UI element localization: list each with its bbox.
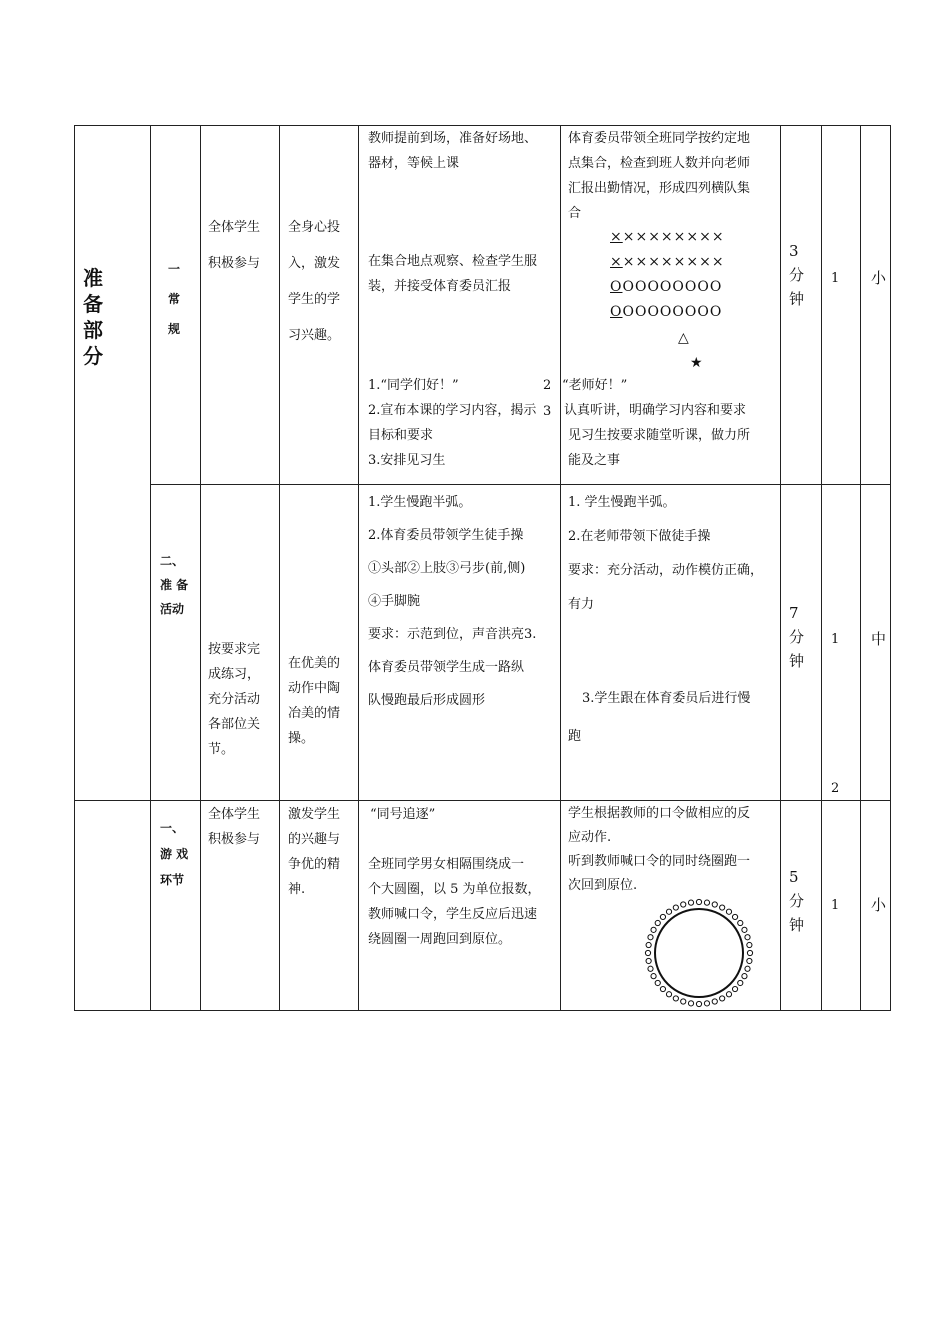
student-dot [745, 935, 750, 940]
row2-time [789, 601, 804, 673]
col-line-2 [200, 125, 201, 1011]
student-dot [712, 999, 717, 1004]
student-line: “老师好！” [562, 378, 628, 393]
student-dot [720, 905, 725, 910]
student-dot [651, 927, 656, 932]
section-title-char: 部 [83, 318, 103, 342]
student-line: 跑 [568, 729, 582, 744]
part-line: 常 [168, 292, 181, 306]
row3-count: 1 [831, 898, 840, 913]
section-title-char: 准 [83, 266, 103, 290]
col-line-4 [358, 125, 359, 1011]
student-dot [688, 900, 693, 905]
lesson-plan-table [74, 125, 891, 1011]
student-line: 2.在老师带领下做徒手操 [568, 529, 711, 544]
stray-number: 2 [543, 378, 552, 393]
student-dot [720, 996, 725, 1001]
student-dot [726, 909, 731, 914]
students-line: 积极参与 [208, 256, 261, 271]
star-icon: ★ [690, 355, 704, 371]
goal-line: 操。 [288, 731, 315, 746]
row2-students [208, 637, 260, 762]
row-divider-2 [74, 800, 891, 801]
inner-circle [655, 909, 743, 997]
row3-teacher [368, 852, 541, 952]
student-line: 听到教师喊口令的同时绕圈跑一 [568, 854, 751, 869]
student-line: 次回到原位. [568, 878, 638, 893]
student-line: 学生根据教师的口令做相应的反 [568, 806, 751, 821]
formation-mark: O [610, 304, 623, 320]
student-line: 体育委员带领全班同学按约定地 [568, 131, 751, 146]
student-line: 要求：充分活动，动作模仿正确， [568, 563, 764, 578]
time-line: 3 [789, 242, 799, 260]
row2-student-b [568, 680, 750, 756]
teacher-line: 个大圆圈，以 5 为单位报数， [368, 882, 541, 897]
col-line-6 [780, 125, 781, 1011]
circle-formation-diagram [644, 898, 754, 1008]
student-dot [738, 920, 743, 925]
row1-goal [288, 210, 340, 354]
student-dot [747, 942, 752, 947]
student-dot [726, 992, 731, 997]
teacher-line: 器材，等候上课 [368, 156, 460, 171]
formation-row-x [610, 249, 725, 275]
student-line: 3.学生跟在体育委员后进行慢 [582, 691, 751, 706]
time-line: 分 [789, 892, 805, 910]
student-dot [688, 1001, 693, 1006]
teacher-line: 要求：示范到位，声音洪亮3. [368, 627, 537, 642]
row3-intensity: 小 [871, 896, 887, 914]
teacher-line: 在集合地点观察、检查学生服 [368, 254, 538, 269]
row1-time [789, 239, 804, 311]
student-dot [704, 1001, 709, 1006]
student-dot [681, 902, 686, 907]
teacher-line: ④手脚腕 [368, 594, 421, 609]
row3-teacher-title: “同号追逐” [370, 807, 436, 822]
student-dot [696, 899, 701, 904]
student-line: 见习生按要求随堂听课，做力所 [568, 428, 751, 443]
student-dot [655, 920, 660, 925]
student-dot [646, 942, 651, 947]
students-line: 积极参与 [208, 832, 261, 847]
row3-part [160, 815, 188, 893]
row2-teacher [368, 486, 536, 717]
students-line: 全体学生 [208, 807, 261, 822]
row2-part [160, 549, 188, 621]
student-dot [648, 935, 653, 940]
goal-line: 动作中陶 [288, 681, 341, 696]
formation-mark: × [610, 254, 623, 270]
row1-student-bottom [562, 373, 750, 473]
goal-line: 神. [288, 882, 306, 897]
teacher-triangle-icon: △ [678, 330, 690, 346]
section-title-char: 备 [83, 292, 103, 316]
row1-teacher-bottom [368, 373, 536, 473]
student-dots [645, 899, 752, 1006]
formation-marks: ×××××××× [622, 254, 725, 270]
student-dot [666, 909, 671, 914]
student-dot [666, 992, 671, 997]
time-line: 5 [789, 868, 799, 886]
time-line: 分 [789, 628, 805, 646]
teacher-line: 教师提前到场，准备好场地、 [368, 131, 538, 146]
time-line: 7 [789, 604, 799, 622]
col-line-0 [74, 125, 75, 1011]
time-line: 分 [789, 266, 805, 284]
row2-goal [288, 651, 340, 751]
student-dot [648, 966, 653, 971]
col-line-8 [860, 125, 861, 1011]
goal-line: 全身心投 [288, 220, 341, 235]
teacher-line: 3.安排见习生 [368, 453, 446, 468]
student-dot [742, 974, 747, 979]
formation-mark: O [610, 279, 623, 295]
student-dot [673, 905, 678, 910]
formation-row-o [610, 274, 722, 300]
student-line: 1. 学生慢跑半弧。 [568, 495, 676, 510]
students-line: 充分活动 [208, 692, 261, 707]
student-dot [738, 980, 743, 985]
teacher-line: ①头部②上肢③弓步(前,侧) [368, 561, 526, 576]
student-line: 认真听讲，明确学习内容和要求 [564, 403, 747, 418]
student-dot [681, 999, 686, 1004]
part-line: 游 戏 [160, 847, 189, 861]
part-line: 规 [168, 322, 181, 336]
teacher-line: 目标和要求 [368, 428, 434, 443]
student-dot [646, 958, 651, 963]
formation-marks: OOOOOOOO [622, 304, 723, 320]
part-line: 准 备 [160, 578, 189, 592]
formation-marks: OOOOOOOO [622, 279, 723, 295]
row3-students [208, 802, 260, 852]
row1-intensity: 小 [871, 269, 887, 287]
formation-row-o [610, 299, 722, 325]
goal-line: 的兴趣与 [288, 832, 341, 847]
col-line-5 [560, 125, 561, 1011]
row2-count: 1 [831, 632, 840, 647]
teacher-line: 2.体育委员带领学生徒手操 [368, 528, 524, 543]
row1-part [168, 254, 180, 344]
time-line: 钟 [789, 290, 805, 308]
student-dot [747, 950, 752, 955]
row2-intensity: 中 [871, 630, 887, 648]
stray-number: 3 [543, 404, 552, 419]
teacher-line: 1.学生慢跑半弧。 [368, 495, 472, 510]
section-title-char: 分 [83, 344, 103, 368]
formation-row-x [610, 224, 725, 250]
student-dot [745, 966, 750, 971]
row2-count-extra: 2 [831, 781, 840, 796]
goal-line: 激发学生 [288, 807, 341, 822]
students-line: 节。 [208, 742, 235, 757]
row1-count: 1 [831, 271, 840, 286]
student-dot [696, 1001, 701, 1006]
time-line: 钟 [789, 916, 805, 934]
student-dot [651, 974, 656, 979]
teacher-line: 教师喊口令，学生反应后迅速 [368, 907, 538, 922]
section-title [83, 265, 105, 369]
student-line: 合 [568, 206, 582, 221]
students-line: 全体学生 [208, 220, 261, 235]
col-line-3 [279, 125, 280, 1011]
row3-goal [288, 802, 340, 902]
teacher-line: 2.宣布本课的学习内容，揭示 [368, 403, 537, 418]
goal-line: 争优的精 [288, 857, 341, 872]
goal-line: 学生的学 [288, 292, 341, 307]
teacher-line: 体育委员带领学生成一路纵 [368, 660, 525, 675]
goal-line: 在优美的 [288, 656, 341, 671]
row3-student [568, 802, 750, 898]
student-dot [747, 958, 752, 963]
goal-line: 习兴趣。 [288, 328, 341, 343]
student-line: 应动作. [568, 830, 612, 845]
row3-time [789, 865, 804, 937]
student-dot [712, 902, 717, 907]
student-dot [673, 996, 678, 1001]
col-line-9 [890, 125, 891, 1011]
part-line: 二、 [160, 554, 185, 568]
teacher-line: 绕圆圈一周跑回到原位。 [368, 932, 512, 947]
student-line: 汇报出勤情况，形成四列横队集 [568, 181, 751, 196]
teacher-line: 队慢跑最后形成圆形 [368, 693, 486, 708]
goal-line: 冶美的情 [288, 706, 341, 721]
row1-teacher-top [368, 126, 537, 176]
part-line: 环节 [160, 873, 185, 887]
student-dot [645, 950, 650, 955]
student-line: 能及之事 [568, 453, 621, 468]
col-line-7 [821, 125, 822, 1011]
students-line: 各部位关 [208, 717, 261, 732]
student-dot [742, 927, 747, 932]
students-line: 成练习， [208, 667, 261, 682]
col-line-1 [150, 125, 151, 1011]
student-dot [732, 986, 737, 991]
formation-marks: ×××××××× [622, 229, 725, 245]
formation-mark: × [610, 229, 623, 245]
student-line: 有力 [568, 597, 595, 612]
row2-student-a [568, 486, 763, 622]
students-line: 按要求完 [208, 642, 261, 657]
teacher-line: 装，并接受体育委员汇报 [368, 279, 512, 294]
teacher-line: 全班同学男女相隔围绕成一 [368, 857, 525, 872]
teacher-line: 1.“同学们好！” [368, 378, 459, 393]
part-line: 活动 [160, 602, 185, 616]
table-border-bottom [74, 1010, 891, 1011]
row1-student-top [568, 126, 750, 226]
part-line: 一 [168, 262, 181, 276]
student-dot [660, 914, 665, 919]
part-line: 一、 [160, 821, 185, 835]
row1-students [208, 210, 260, 282]
student-dot [655, 980, 660, 985]
student-dot [732, 914, 737, 919]
student-line: 点集合，检查到班人数并向老师 [568, 156, 751, 171]
student-dot [704, 900, 709, 905]
row1-teacher-mid [368, 249, 537, 299]
goal-line: 入，激发 [288, 256, 341, 271]
student-dot [660, 986, 665, 991]
time-line: 钟 [789, 652, 805, 670]
